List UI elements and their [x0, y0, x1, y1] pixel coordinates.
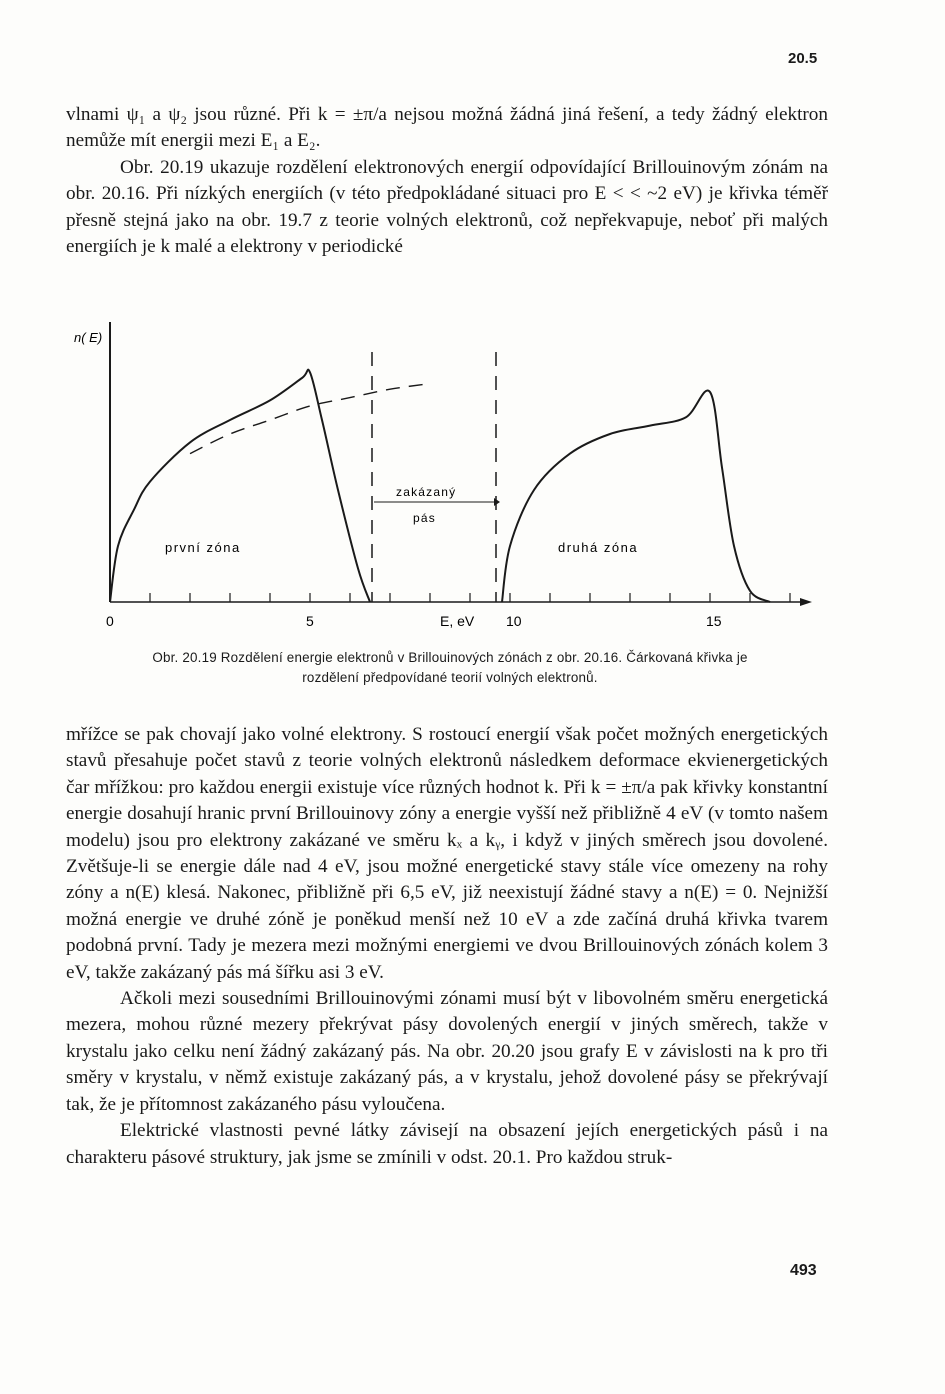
gap-label-line1: zakázaný — [396, 485, 457, 499]
x-axis-arrow — [800, 598, 812, 606]
top-text — [66, 102, 828, 260]
page-number: 493 — [790, 1262, 817, 1279]
x-tick-label: 15 — [706, 613, 722, 629]
section-number: 20.5 — [788, 50, 818, 67]
series-line — [502, 390, 770, 602]
body-text — [66, 722, 828, 1171]
x-tick-label: 5 — [306, 613, 314, 629]
series-line — [110, 370, 370, 602]
x-tick-label: 10 — [506, 613, 522, 629]
zone2-label: druhá zóna — [558, 540, 639, 555]
tick-label-group — [106, 613, 722, 629]
zone1-label: první zóna — [165, 540, 241, 555]
x-axis-label: E, eV — [440, 613, 475, 629]
gap-arrow-head — [494, 498, 500, 506]
figure-caption — [60, 648, 840, 688]
tick-group — [150, 593, 790, 602]
paragraph: mřížce se pak chovají jako volné elektrony. S rostoucí energií však počet možných energetických stavů přesahuje počet stavů z teorie volných elektronů následkem deformace ekvienergetických čar mřížkou: pro každou energii existuje více různých hodnot k. Při k = ±π/a pak křivky konstantní energie dosahují hranic první Brillouinovy zóny a energie vyšší než přibližně 4 eV (v tomto našem modelu) jsou pro elektrony zakázané ve směru kₓ a kᵧ, i když v jiných směrech jsou dovolené. Zvětšuje-li se energie dále nad 4 eV, jsou možné energetické stavy stále více omezeny na rohy zóny a n(E) klesá. Nakonec, přibližně při 6,5 eV, již neexistují žádné stavy a n(E) = 0. Nejnižší možná energie ve druhé zóně je poněkud menší než 10 eV a zde začíná druhá křivka tvarem podobná první. Tady je mezera mezi možnými energiemi ve dvou Brillouinových zónách kolem 3 eV, takže zakázaný pás má šířku asi 3 eV. — [66, 724, 828, 983]
y-axis-label: n( E) — [74, 330, 103, 345]
series-line — [190, 384, 430, 454]
caption-line: rozdělení předpovídané teorií volných elektronů. — [302, 670, 598, 685]
paragraph: Obr. 20.19 ukazuje rozdělení elektronových energií odpovídající Brillouinovým zónám na obr. 20.16. Při nízkých energiích (v této předpokládané situaci pro E < < ~2 eV) je křivka téměř přesně stejná jako na obr. 19.7 z teorie volných elektronů, což nepřekvapuje, neboť při malých energiích je k malé a elektrony v periodické — [66, 156, 828, 258]
figure-20-19 — [60, 300, 840, 645]
caption-line: Obr. 20.19 Rozdělení energie elektronů v Brillouinových zónách z obr. 20.16. Čárkovaná křivka je — [152, 650, 748, 665]
paragraph: Elektrické vlastnosti pevné látky závisejí na obsazení jejích energetických pásů i na charakteru pásové struktury, jak jsme se zmínili v odst. 20.1. Pro každou struk- — [66, 1120, 828, 1168]
gap-label-line2: pás — [413, 511, 436, 525]
x-tick-label: 0 — [106, 613, 114, 629]
paragraph: Ačkoli mezi sousedními Brillouinovými zónami musí být v libovolném směru energetická mezera, mohou různé mezery překrývat pásy dovolených energií v jiných směrech, takže v krystalu jako celku není žádný zakázaný pás. Na obr. 20.20 jsou grafy E v závislosti na k pro tři směry v krystalu, v němž existuje zakázaný pás, a v krystalu, jehož dovolené pásy se překrývají tak, že je přítomnost zakázaného pásu vyloučena. — [66, 988, 828, 1115]
energy-distribution-chart — [60, 300, 840, 645]
paragraph: vlnami ψ₁ a ψ₂ jsou různé. Při k = ±π/a nejsou možná žádná jiná řešení, a tedy žádný elektron nemůže mít energii mezi E₁ a E₂. — [66, 104, 828, 152]
